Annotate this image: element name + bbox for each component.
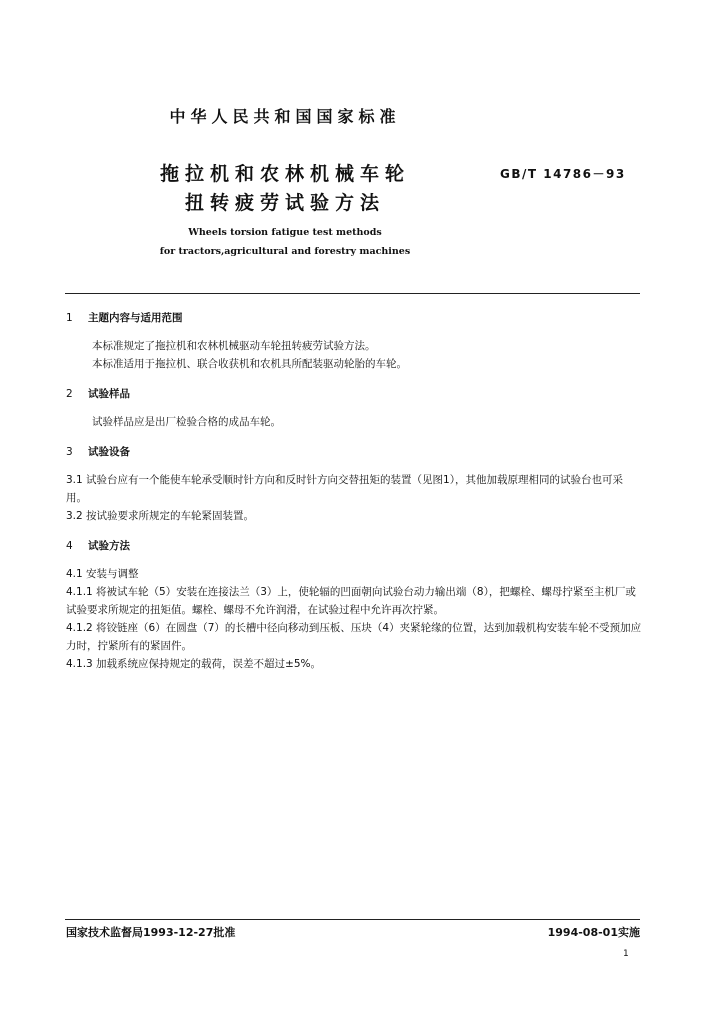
english-title-line-1: Wheels torsion fatigue test methods (188, 227, 382, 238)
section-1-heading (66, 309, 642, 327)
standard-code: GB/T 14786－93 (500, 167, 626, 181)
page-number: 1 (623, 949, 629, 959)
clause-4-1: 4.1 安装与调整 (66, 568, 139, 580)
paragraph: 本标准规定了拖拉机和农林机械驱动车轮扭转疲劳试验方法。 (92, 340, 376, 352)
approval-statement: 国家技术监督局1993-12-27批准 (66, 926, 236, 939)
document-body (66, 309, 642, 673)
section-number: 4 (66, 540, 73, 552)
implementation-date: 1994-08-01实施 (547, 926, 640, 939)
section-title: 试验设备 (88, 446, 130, 458)
section-number: 3 (66, 446, 73, 458)
english-title-line-2: for tractors,agricultural and forestry machines (159, 246, 411, 257)
document-title-line-2: 扭转疲劳试验方法 (184, 192, 385, 214)
paragraph: 本标准适用于拖拉机、联合收获机和农机具所配装驱动轮胎的车轮。 (92, 358, 407, 370)
section-2-heading (66, 385, 642, 403)
document-title-line-1: 拖拉机和农林机械车轮 (159, 163, 410, 185)
clause-3-1: 3.1 试验台应有一个能使车轮承受顺时针方向和反时针方向交替扭矩的装置（见图1），其他加载原理相同的试验台也可采用。 (66, 474, 623, 504)
section-3-heading (66, 443, 642, 461)
section-title: 试验方法 (88, 540, 130, 552)
clause-4-1-3: 4.1.3 加载系统应保持规定的载荷，误差不超过±5%。 (66, 658, 322, 670)
section-title: 主题内容与适用范围 (88, 312, 183, 324)
clause-4-1-1: 4.1.1 将被试车轮（5）安装在连接法兰（3）上，使轮辐的凹面朝向试验台动力输出端（8），把螺栓、螺母拧紧至主机厂或试验要求所规定的扭矩值。螺栓、螺母不允许润滑，在试验过程中允许再次拧紧。 (66, 586, 636, 616)
clause-4-1-2: 4.1.2 将铰链座（6）在圆盘（7）的长槽中径向移动到压板、压块（4）夹紧轮缘的位置，达到加载机构安装车轮不受预加应力时，拧紧所有的紧固件。 (66, 622, 642, 652)
header-divider (65, 293, 640, 294)
clause-3-2: 3.2 按试验要求所规定的车轮紧固装置。 (66, 510, 255, 522)
section-4-heading (66, 537, 642, 555)
footer-divider (65, 919, 640, 920)
standard-name: 中华人民共和国国家标准 (169, 107, 401, 126)
section-number: 2 (66, 388, 73, 400)
section-title: 试验样品 (88, 388, 130, 400)
section-number: 1 (66, 312, 73, 324)
paragraph: 试验样品应是出厂检验合格的成品车轮。 (92, 416, 281, 428)
